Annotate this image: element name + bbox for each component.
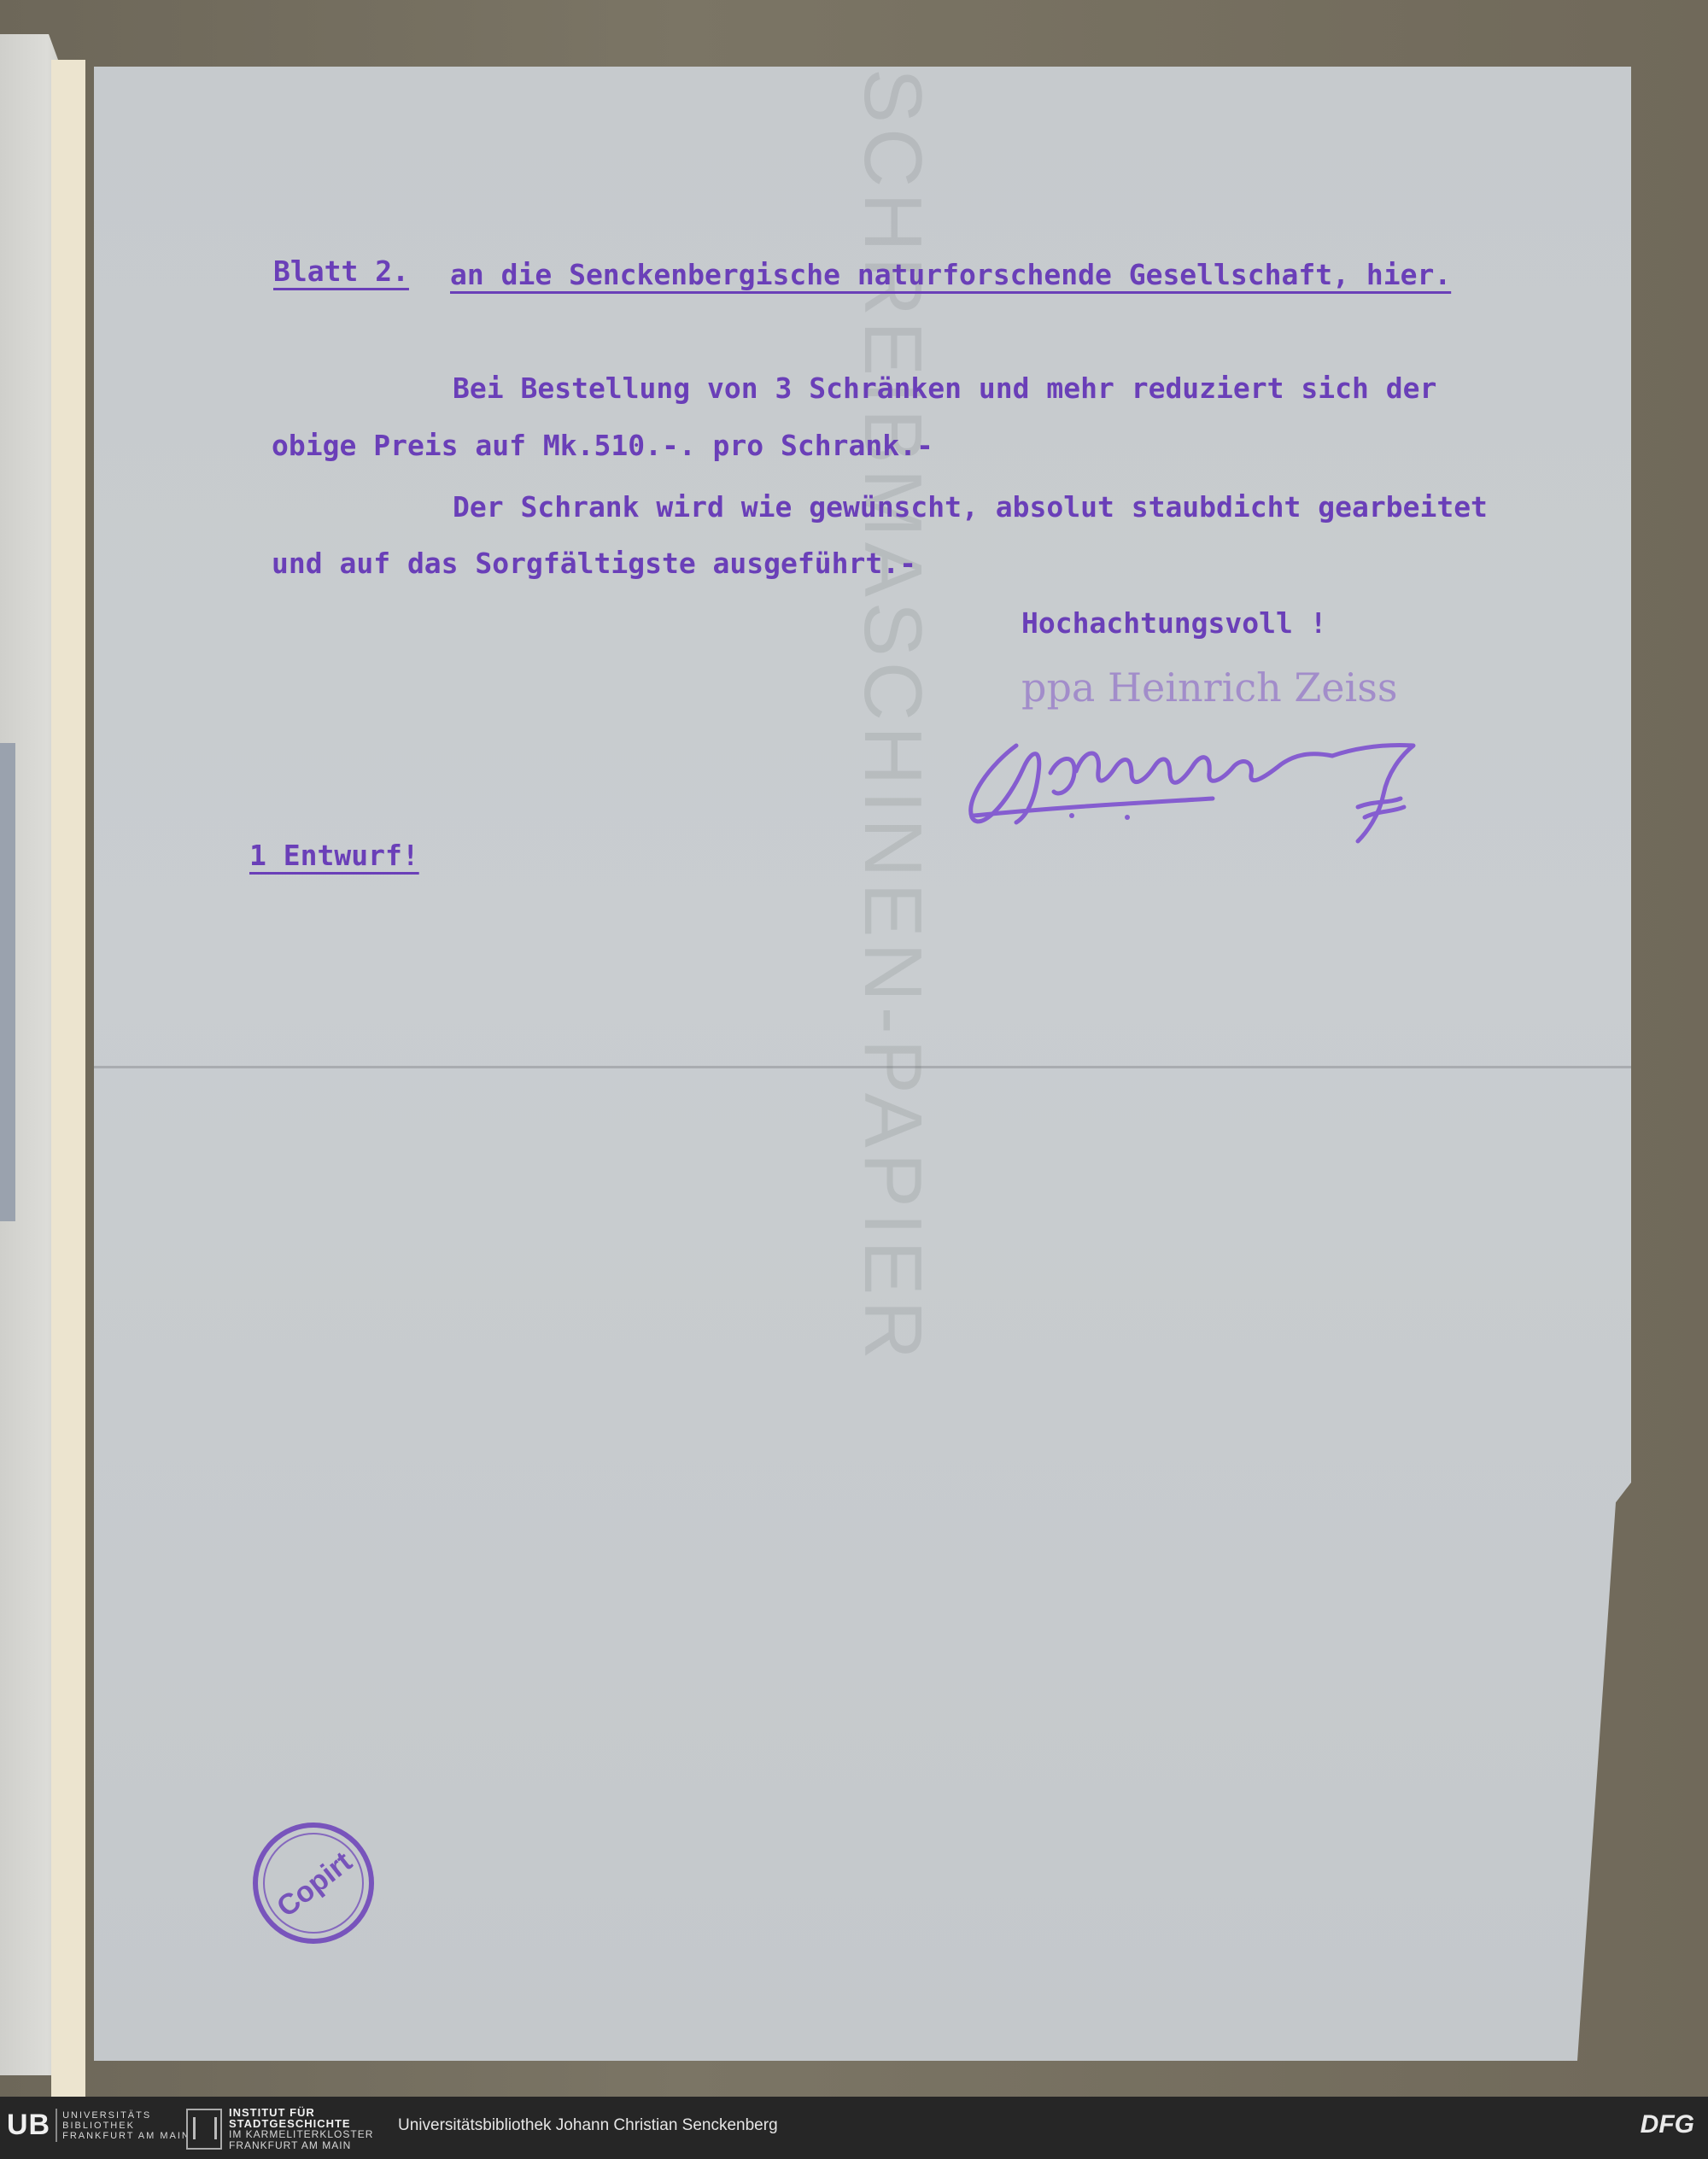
ub-badge: UB <box>7 2109 57 2142</box>
institute-building-icon <box>186 2109 222 2150</box>
header-addressee: an die Senckenbergische naturforschende Gesellschaft, hier. <box>450 258 1452 291</box>
handwritten-signature <box>956 722 1477 853</box>
institute-logo[interactable] <box>186 2107 373 2151</box>
ub-logo-text: UNIVERSITÄTS BIBLIOTHEK FRANKFURT AM MAIN <box>62 2109 190 2141</box>
institute-logo-text: INSTITUT FÜR STADTGESCHICHTE IM KARMELITERKLOSTER FRANKFURT AM MAIN <box>229 2106 374 2151</box>
signature-stamp: ppa Heinrich Zeiss <box>1021 664 1398 711</box>
closing: Hochachtungsvoll ! <box>1021 606 1327 640</box>
body-line-4: und auf das Sorgfältigste ausgeführt.- <box>272 547 916 580</box>
copirt-stamp <box>249 1819 377 1951</box>
body-line-3: Der Schrank wird wie gewünscht, absolut staubdicht gearbeitet <box>453 490 1488 524</box>
copirt-stamp-text: Copirt <box>271 1845 359 1924</box>
footer-bar <box>0 2097 1708 2159</box>
dfg-logo[interactable]: DFG <box>1640 2110 1694 2139</box>
ub-logo[interactable] <box>7 2109 190 2142</box>
library-name: Universitätsbibliothek Johann Christian Senckenberg <box>398 2116 778 2134</box>
enclosure-note: 1 Entwurf! <box>249 839 419 872</box>
underlying-sheet-edge <box>51 60 85 2109</box>
watermark-text: SCHREIBMASCHINEN-PAPIER <box>847 68 939 1365</box>
body-line-1: Bei Bestellung von 3 Schränken und mehr reduziert sich der <box>453 372 1437 405</box>
underlying-sheet-blue-edge <box>0 743 15 1221</box>
body-line-2: obige Preis auf Mk.510.-. pro Schrank.- <box>272 429 933 462</box>
header-blatt: Blatt 2. <box>273 255 409 288</box>
